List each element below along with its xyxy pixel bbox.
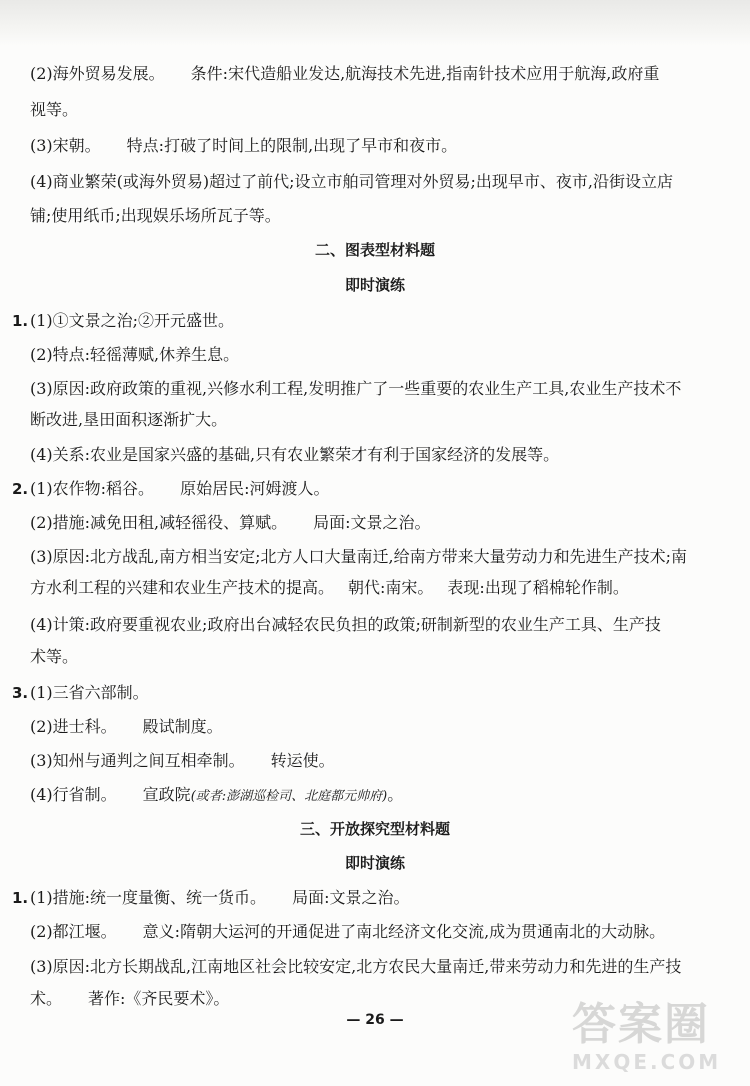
- text-line: (3)原因:政府政策的重视,兴修水利工程,发明推广了一些重要的农业生产工具,农业生产技术不: [30, 379, 682, 398]
- question-number: 1.: [12, 889, 29, 907]
- text-line: 视等。: [30, 100, 79, 119]
- watermark-text: 答案圈: [572, 999, 710, 1050]
- text-line: 铺;使用纸币;出现娱乐场所瓦子等。: [30, 206, 281, 225]
- text-line: 方水利工程的兴建和农业生产技术的提高。 朝代:南宋。 表现:出现了稻棉轮作制。: [30, 578, 629, 597]
- text-line: (1)措施:统一度量衡、统一货币。 局面:文景之治。: [30, 888, 410, 907]
- practice-heading: 即时演练: [344, 854, 405, 872]
- question-number: 2.: [12, 480, 29, 498]
- text-line: (4)计策:政府要重视农业;政府出台减轻农民负担的政策;研制新型的农业生产工具、生产技: [30, 615, 661, 634]
- text-line: 术等。: [30, 647, 79, 666]
- text-line: (3)宋朝。 特点:打破了时间上的限制,出现了早市和夜市。: [30, 136, 458, 155]
- watermark-url: MXQE.COM: [572, 1050, 722, 1074]
- text-line: (1)三省六部制。: [30, 683, 149, 702]
- text-line: 断改进,垦田面积逐渐扩大。: [30, 410, 228, 429]
- page-number: — 26 —: [346, 1012, 404, 1028]
- text-line: (2)海外贸易发展。 条件:宋代造船业发达,航海技术先进,指南针技术应用于航海,政府重: [30, 64, 660, 83]
- section-heading: 三、开放探究型材料题: [299, 820, 450, 838]
- text-line: (3)原因:北方战乱,南方相当安定;北方人口大量南迁,给南方带来大量劳动力和先进生产技术;南: [30, 547, 688, 566]
- text-line: (2)都江堰。 意义:隋朝大运河的开通促进了南北经济文化交流,成为贯通南北的大动脉。: [30, 922, 666, 941]
- question-number: 3.: [12, 684, 29, 702]
- text-line: (1)①文景之治;②开元盛世。: [30, 311, 235, 330]
- text-line: (1)农作物:稻谷。 原始居民:河姆渡人。: [30, 479, 330, 498]
- text-line: (3)知州与通判之间互相牵制。 转运使。: [30, 751, 335, 770]
- text-line: (3)原因:北方长期战乱,江南地区社会比较安定,北方农民大量南迁,带来劳动力和先进的生产技: [30, 957, 682, 976]
- text-line: (4)行省制。 宣政院(或者:澎湖巡检司、北庭都元帅府)。: [30, 785, 404, 804]
- scan-top-band: [0, 0, 750, 46]
- practice-heading: 即时演练: [344, 276, 405, 294]
- text-line: (4)关系:农业是国家兴盛的基础,只有农业繁荣才有利于国家经济的发展等。: [30, 445, 560, 464]
- text-line: (2)特点:轻徭薄赋,休养生息。: [30, 345, 240, 364]
- text-line: 术。 著作:《齐民要术》。: [30, 989, 230, 1008]
- watermark-logo: [572, 1000, 742, 1080]
- section-heading: 二、图表型材料题: [314, 241, 435, 259]
- text-line: (4)商业繁荣(或海外贸易)超过了前代;设立市舶司管理对外贸易;出现早市、夜市,沿街设立店: [30, 172, 674, 191]
- question-number: 1.: [12, 312, 29, 330]
- text-line: (2)进士科。 殿试制度。: [30, 717, 223, 736]
- text-line: (2)措施:减免田租,减轻徭役、算赋。 局面:文景之治。: [30, 513, 431, 532]
